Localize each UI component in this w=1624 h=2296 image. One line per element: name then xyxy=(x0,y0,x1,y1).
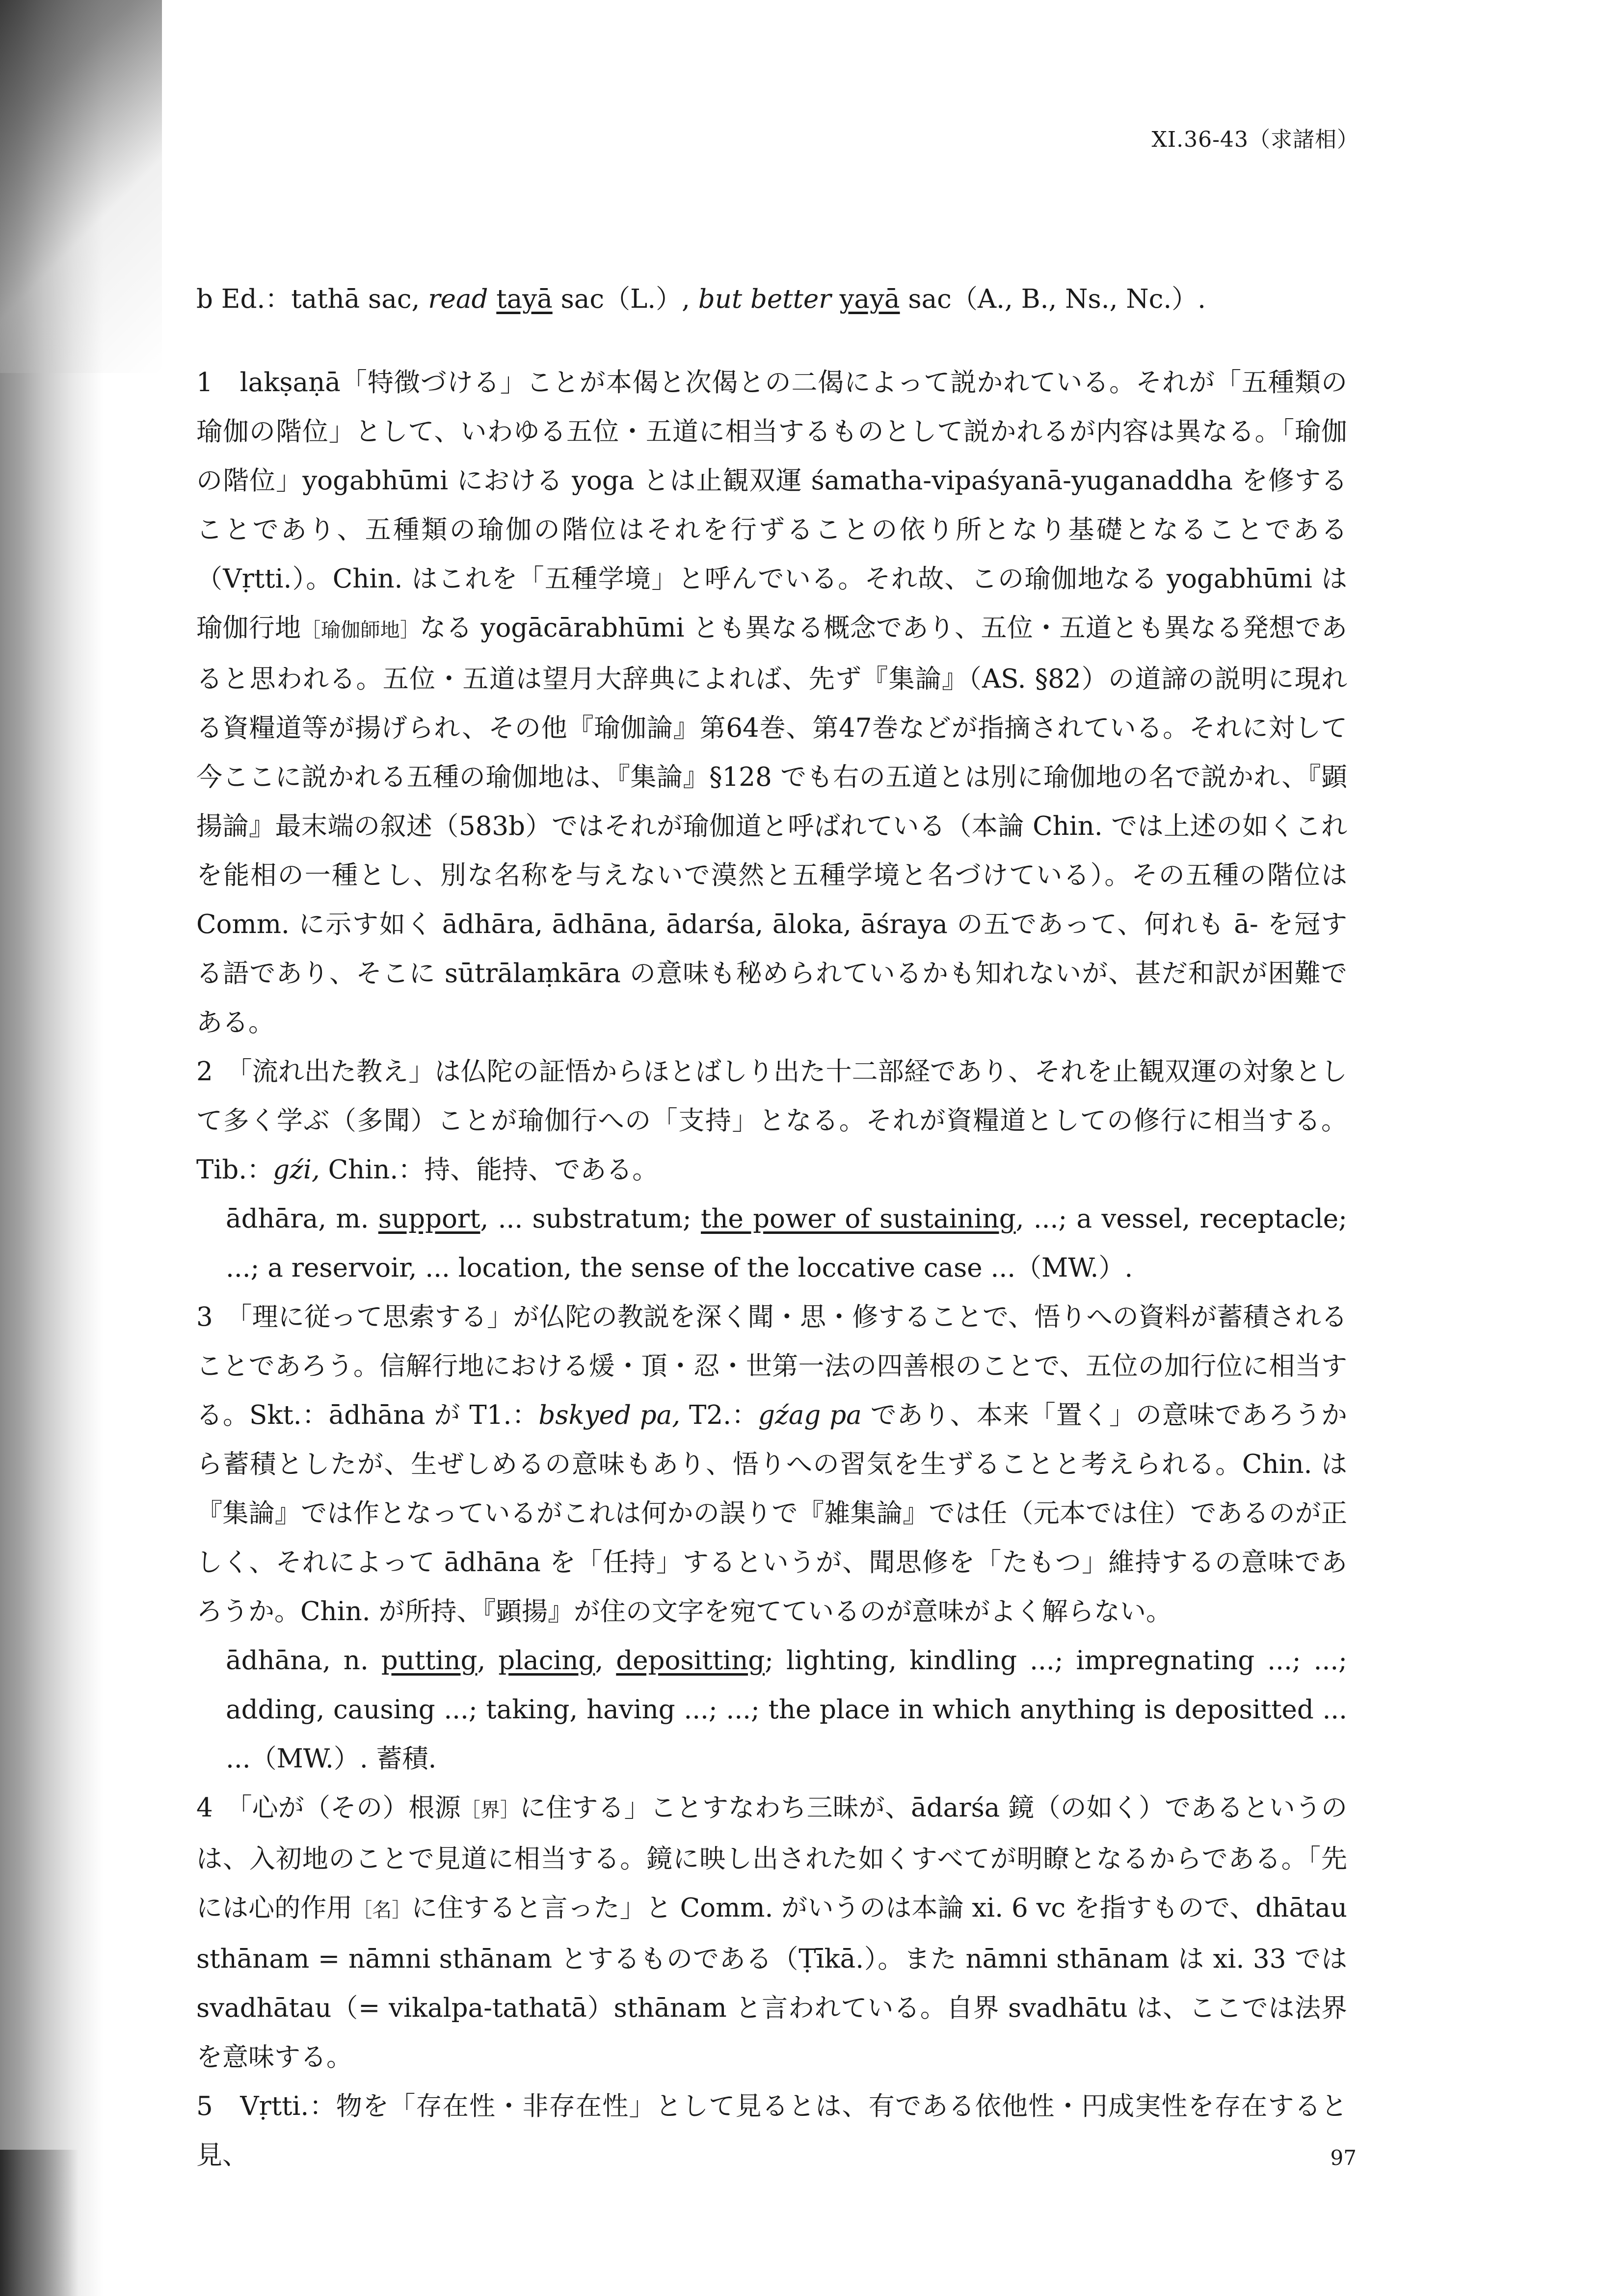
page-body xyxy=(196,275,1347,2180)
note-2: 2 「流れ出た教え」は仏陀の証悟からほとばしり出た十二部経であり、それを止観双運の対象として多く学ぶ（多聞）ことが瑜伽行への「支持」となる。それが資糧道としての修行に相当する。Tib.：gźi, Chin.：持、能持、である。 xyxy=(196,1057,1347,1185)
page-number: 97 xyxy=(1330,2146,1357,2170)
note-5: 5 Vṛtti.：物を「存在性・非存在性」として見るとは、有である依他性・円成実性を存在すると見、 xyxy=(196,2091,1347,2170)
note-b: b Ed.：tathā sac, read tayā sac（L.）, but better yayā sac（A., B., Ns., Nc.）. xyxy=(196,284,1206,314)
note-4: 4 「心が（その）根源［界］に住する」ことすなわち三昧が、ādarśa 鏡（の如く）であるというのは、入初地のことで見道に相当する。鏡に映し出された如くすべてが明瞭となるからである。「先には心的作用［名］に住すると言った」と Comm. がいうのは本論 xi. 6 vc を指すもので、dhātau sthānam = nāmni sthānam とするものである（Ṭīkā.）。また nāmni sthānam は xi. 33 では svadhātau（= vikalpa-tathatā）sthānam と言われている。自界 svadhātu は、ここでは法界を意味する。 xyxy=(196,1793,1347,2072)
scan-shadow-top xyxy=(0,0,162,373)
note-1: 1 lakṣaṇā「特徴づける」ことが本偈と次偈との二偈によって説かれている。それが「五種類の瑜伽の階位」として、いわゆる五位・五道に相当するものとして説かれるが内容は異なる。「瑜伽の階位」yogabhūmi における yoga とは止観双運 śamatha-vipaśyanā-yuganaddha を修することであり、五種類の瑜伽の階位はそれを行ずることの依り所となり基礎となることである（Vṛtti.）。Chin. はこれを「五種学境」と呼んでいる。それ故、この瑜伽地なる yogabhūmi は瑜伽行地［瑜伽師地］なる yogācārabhūmi とも異なる概念であり、五位・五道とも異なる発想であると思われる。五位・五道は望月大辞典によれば、先ず『集論』（AS. §82）の道諦の説明に現れる資糧道等が揚げられ、その他『瑜伽論』第64巻、第47巻などが指摘されている。それに対して今ここに説かれる五種の瑜伽地は、『集論』§128 でも右の五道とは別に瑜伽地の名で説かれ、『顕揚論』最末端の叙述（583b）ではそれが瑜伽道と呼ばれている（本論 Chin. では上述の如くこれを能相の一種とし、別な名称を与えないで漠然と五種学境と名づけている）。その五種の階位は Comm. に示す如く ādhāra, ādhāna, ādarśa, āloka, āśraya の五であって、何れも ā- を冠する語であり、そこに sūtrālaṃkāra の意味も秘められているかも知れないが、甚だ和訳が困難である。 xyxy=(196,368,1348,1038)
definition-adhana: ādhāna, n. putting, placing, depositting; lighting, kindling ...; impregnating ...; ...; adding, causing ...; taking, having ...; ...; the place in which anything is depositted ... ...（MW.）. 蓄積. xyxy=(226,1646,1348,1774)
definition-adhara: ādhāra, m. support, ... substratum; the power of sustaining, ...; a vessel, receptacle; ...; a reservoir, ... location, the sense of the loccative case ...（MW.）. xyxy=(226,1204,1348,1283)
note-3: 3 「理に従って思索する」が仏陀の教説を深く聞・思・修することで、悟りへの資料が蓄積されることであろう。信解行地における煖・頂・忍・世第一法の四善根のことで、五位の加行位に相当する。Skt.：ādhāna が T1.：bskyed pa, T2.：gźag pa であり、本来「置く」の意味であろうから蓄積としたが、生ぜしめるの意味もあり、悟りへの習気を生ずることと考えられる。Chin. は『集論』では作となっているがこれは何かの誤りで『雑集論』では任（元本では住）であるのが正しく、それによって ādhāna を「任持」するというが、聞思修を「たもつ」維持するの意味であろうか。Chin. が所持、『顕揚』が住の文字を宛てているのが意味がよく解らない。 xyxy=(196,1302,1348,1627)
running-head: XI.36-43（求諸相） xyxy=(1151,127,1359,152)
note-b-label: b xyxy=(196,284,213,314)
scan-shadow-bottom xyxy=(0,2150,79,2296)
